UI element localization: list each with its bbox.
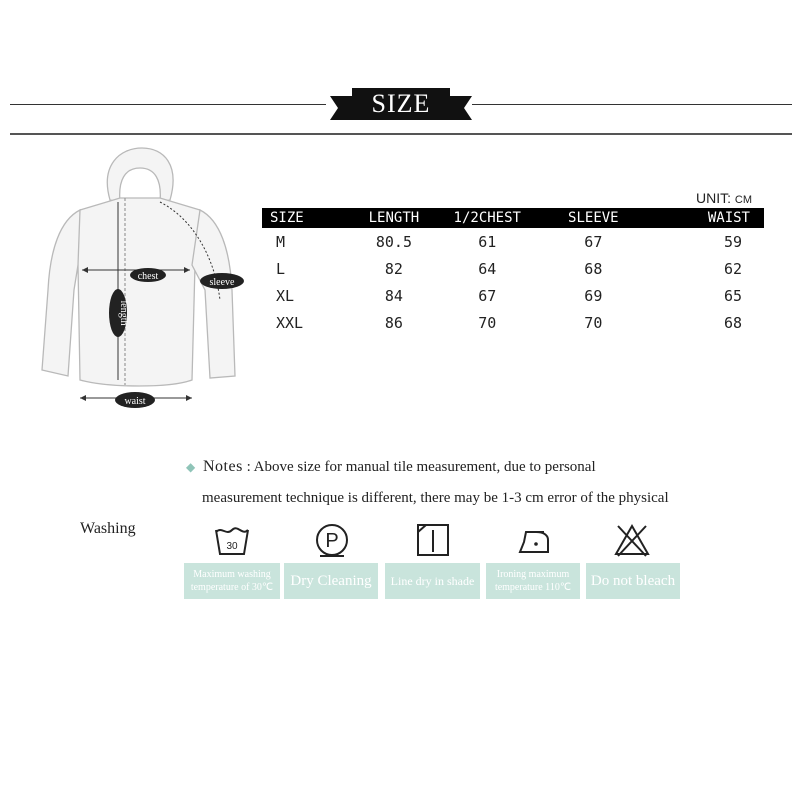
care-label-wash	[184, 563, 280, 599]
care-label-iron-line-1: Ironing maximum	[496, 569, 570, 580]
notes-block	[186, 458, 746, 506]
cell-sleeve: 68	[584, 259, 603, 278]
care-label-no-bleach	[586, 563, 680, 599]
header-size: SIZE	[262, 208, 352, 228]
cell-half-chest: 64	[478, 259, 497, 278]
cell-waist: 68	[723, 313, 742, 332]
line-dry-shade-icon	[413, 520, 453, 560]
chest-label: chest	[137, 271, 159, 282]
waist-label: waist	[124, 396, 146, 407]
header-divider	[10, 133, 792, 135]
unit-label: UNIT:	[696, 190, 731, 206]
cell-length: 84	[384, 286, 403, 305]
cell-waist: 59	[723, 232, 742, 251]
care-label-dry-clean-text: Dry Cleaning	[290, 572, 372, 589]
cell-size: XL	[276, 286, 295, 305]
care-label-line-dry-text: Line dry in shade	[390, 573, 475, 588]
dry-clean-p-icon	[312, 520, 352, 560]
cell-sleeve: 69	[584, 286, 603, 305]
banner-rule-right	[472, 104, 792, 105]
wash-temp-text: 30	[226, 541, 238, 552]
cell-sleeve: 70	[584, 313, 603, 332]
diamond-icon: ◆	[186, 460, 196, 474]
care-label-wash-line-1: Maximum washing	[193, 569, 271, 580]
table-row	[262, 228, 764, 255]
cell-length: 86	[384, 313, 403, 332]
jacket-measurement-figure	[20, 140, 260, 420]
cell-size: XXL	[276, 313, 304, 332]
cell-length: 82	[384, 259, 403, 278]
table-row	[262, 309, 764, 336]
cell-waist: 65	[723, 286, 742, 305]
cell-length: 80.5	[375, 232, 412, 251]
header-length: LENGTH	[352, 208, 436, 228]
notes-label: Notes	[202, 458, 243, 475]
care-label-dry-clean	[284, 563, 378, 599]
care-label-iron-line-2: temperature 110℃	[494, 582, 572, 593]
size-banner-title: SIZE	[352, 88, 450, 120]
table-row	[262, 255, 764, 282]
header-half-chest: 1/2CHEST	[436, 208, 539, 228]
size-chart-table	[262, 208, 764, 336]
cell-waist: 62	[723, 259, 742, 278]
care-label-wash-line-2: temperature of 30℃	[190, 582, 274, 593]
unit-indicator	[696, 190, 752, 206]
cell-half-chest: 61	[478, 232, 497, 251]
header-waist: WAIST	[648, 208, 764, 228]
unit-value: CM	[734, 194, 752, 206]
table-row	[262, 282, 764, 309]
banner-rule-left	[10, 104, 326, 105]
care-label-line-dry	[385, 563, 480, 599]
wash-30-icon	[212, 520, 252, 560]
cell-sleeve: 67	[584, 232, 603, 251]
size-chart-header-row	[262, 208, 764, 228]
sleeve-label: sleeve	[209, 277, 235, 288]
washing-label: Washing	[80, 520, 136, 537]
care-label-iron	[486, 563, 580, 599]
cell-size: M	[276, 232, 286, 251]
length-label: length	[118, 300, 129, 326]
cell-size: L	[276, 259, 286, 278]
cell-half-chest: 67	[478, 286, 497, 305]
notes-line-1: : Above size for manual tile measurement, due to personal	[246, 459, 596, 475]
no-bleach-icon	[612, 520, 652, 560]
dry-clean-letter: P	[325, 530, 339, 552]
cell-half-chest: 70	[478, 313, 497, 332]
iron-icon	[514, 520, 554, 560]
notes-line-2: measurement technique is different, there may be 1-3 cm error of the physical	[202, 490, 669, 506]
header-sleeve: SLEEVE	[539, 208, 648, 228]
care-label-no-bleach-text: Do not bleach	[590, 572, 676, 589]
